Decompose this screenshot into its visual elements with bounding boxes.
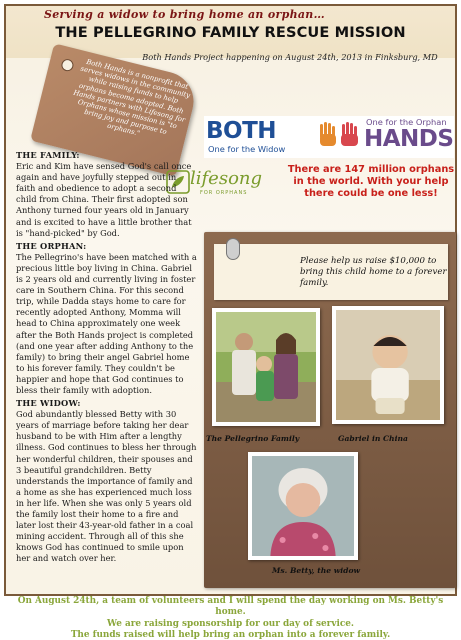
gabriel-photo-image [336,310,440,420]
gabriel-photo [332,306,444,424]
tag-text: Both Hands is a nonprofit that serves widows in the community while raising funds to help orphans become adopted. Both Hands partners with Lifesong for Orphans whose mission is "to bring joy and purpose to orphans." [72,57,191,138]
footer-line-3: The funds raised will help bring an orphan into a forever family. [70,630,391,640]
footer-line-2: We are raising sponsorship for our day of service. [107,618,354,629]
betty-photo-image [252,456,354,556]
footer [4,596,457,640]
section-heading-orphan: THE ORPHAN: [16,240,87,251]
both-hands-word-left: BOTH [206,118,277,144]
family-photo [212,308,320,426]
section-body-widow: God abundantly blessed Betty with 30 years of marriage before taking her dear husband to be with Him after a lengthy illness. God continues to bless her through her wonderful children, their spouses and 3 beautiful grandchildren. Betty understands the importance of family and a home as she has experienced much loss in her life. When she was only 5 years old the family lost their home to a fire and later lost their 43-year-old father in a coal mining accident. Through all of this she knows God has continued to smile upon her and watch over her. [16,409,197,564]
section-heading-family: THE FAMILY: [16,150,80,160]
section-body-family: Eric and Kim have sensed God's call once again and have joyfully stepped out in faith and obedience to adopt a second child from China. Their first adopted son Anthony turned four years old in January and is excited to have a little brother that is "hand-picked" by God. [16,161,192,238]
lifesong-word: lifesong [190,168,263,189]
family-photo-image [216,312,316,422]
both-hands-word-right: HANDS [364,126,454,152]
donation-note: Please help us raise $10,000 to bring this child home to a forever family. [300,256,447,288]
caption-betty: Ms. Betty, the widow [272,566,361,575]
orphans-callout: There are 147 million orphans in the world. With your help there could be one less! [287,164,455,199]
section-body-orphan: The Pellegrino's have been matched with a precious little boy living in China. Gabriel is 2 years old and currently living in foster care in Southern China. For this second trip, while Dadda stays home to care for recently adopted Anthony, Momma will head to China approximately one week after the Both Hands project is completed (and one year after adding Anthony to the family) to bring their angel Gabriel home to his forever family. They couldn't be happier and hope that God continues to bless their family with adoption. [16,251,197,395]
event-line: Both Hands Project happening on August 24th, 2013 in Finksburg, MD [142,52,438,62]
tag-hole [60,58,75,73]
both-hands-tagline-right: One for the Orphan [366,117,447,127]
page-title: THE PELLEGRINO FAMILY RESCUE MISSION [55,24,406,41]
caption-family: The Pellegrino Family [206,434,300,443]
tagline: Serving a widow to bring home an orphan… [44,8,325,21]
footer-line-1: On August 24th, a team of volunteers and I will spend the day working on Ms. Betty's home. [17,596,444,618]
hands-icon [318,120,362,150]
both-hands-logo [204,116,454,158]
lifesong-sub: FOR ORPHANS [200,190,248,196]
caption-gabriel: Gabriel in China [338,434,408,443]
both-hands-tagline-left: One for the Widow [208,144,286,154]
section-heading-widow: THE WIDOW: [16,398,81,409]
binder-clip [226,238,240,260]
betty-photo [248,452,358,560]
left-column [16,150,198,566]
